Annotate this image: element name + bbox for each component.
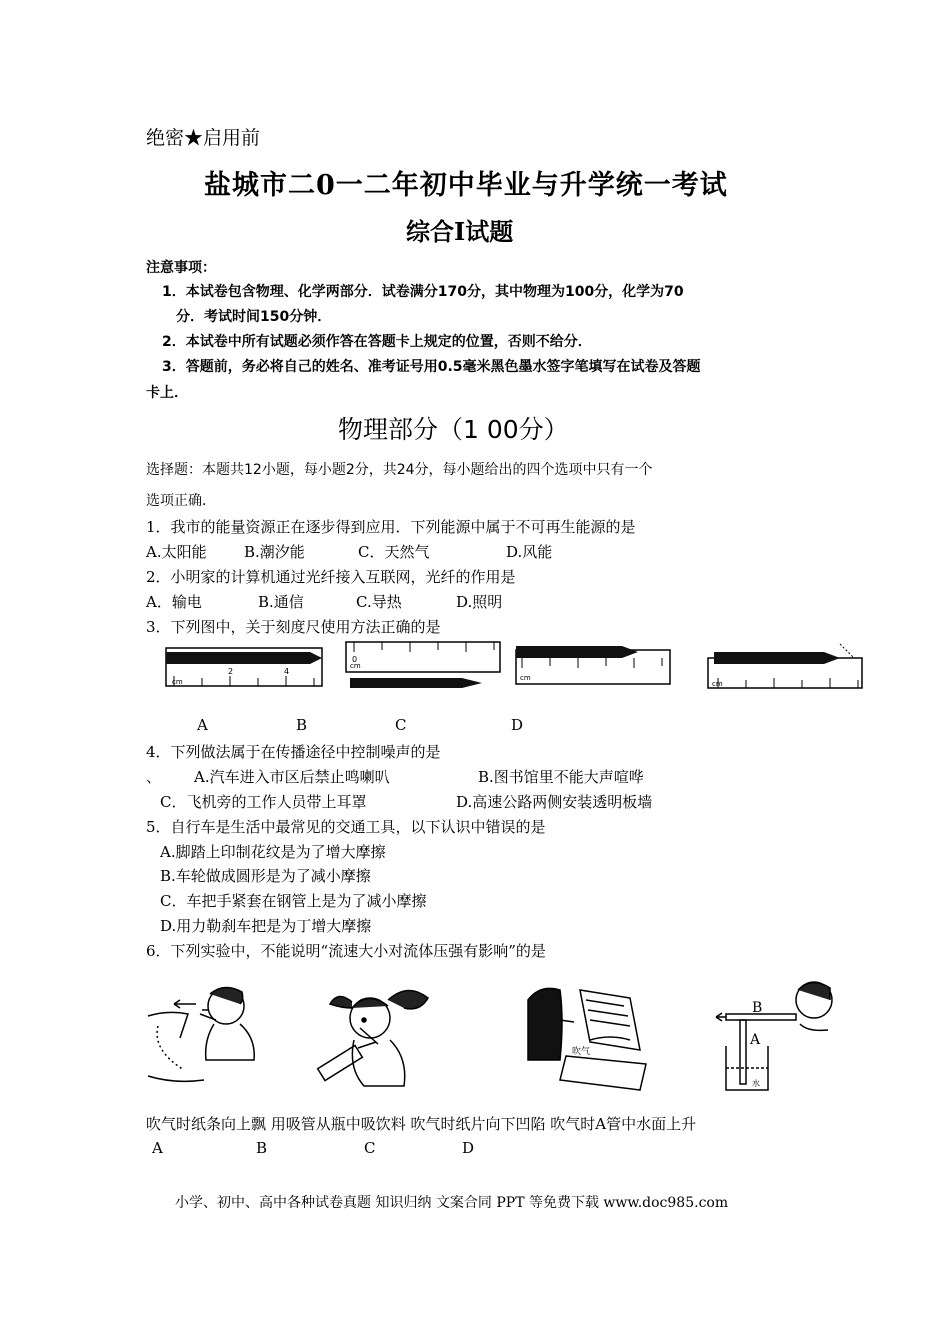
notice-item-1-cont: 分．考试时间150分钟． (176, 309, 332, 325)
q6-fig-d-label-b: B (752, 1000, 763, 1016)
notice-heading: 注意事项： (146, 260, 216, 276)
q3-label-d: D (511, 716, 524, 734)
q2-stem: 2．小明家的计算机通过光纤接入互联网，光纤的作用是 (146, 568, 516, 586)
q4-option-a: A.汽车进入市区后禁止鸣喇叭 (194, 768, 390, 786)
q6-figure-c (520, 980, 650, 1096)
q6-fig-d-water: 水 (752, 1079, 760, 1088)
q3-label-a: A (197, 716, 208, 734)
ruler-figure-a (160, 644, 330, 692)
section-intro-cont: 选项正确． (146, 493, 216, 509)
q1-option-c: C．天然气 (358, 543, 430, 561)
exam-subtitle: 综合Ⅰ试题 (406, 217, 514, 246)
ruler-tick-label: 4 (284, 667, 290, 676)
q2-option-b: B.通信 (258, 593, 304, 611)
q4-option-c: C．飞机旁的工作人员带上耳罩 (160, 793, 367, 811)
q5-option-a: A.脚踏上印制花纹是为了增大摩擦 (160, 843, 386, 861)
q6-figure-d (712, 974, 842, 1098)
q2-option-d: D.照明 (456, 593, 503, 611)
q6-captions: 吹气时纸条向上飘 用吸管从瓶中吸饮料 吹气时纸片向下凹陷 吹气时A管中水面上升 (146, 1115, 697, 1133)
q1-option-d: D.风能 (506, 543, 553, 561)
q4-mark: 、 (146, 768, 162, 786)
q5-option-c: C．车把手紧套在钢管上是为了减小摩擦 (160, 892, 427, 910)
notice-item-1: 1．本试卷包含物理、化学两部分．试卷满分170分，其中物理为100分，化学为70 (162, 284, 684, 300)
ruler-unit: cm (172, 678, 183, 686)
q6-label-d: D (462, 1139, 475, 1157)
q6-figure-b (308, 978, 438, 1096)
notice-item-2: 2．本试卷中所有试题必须作答在答题卡上规定的位置，否则不给分． (162, 334, 592, 350)
exam-title: 盐城市二0一二年初中毕业与升学统一考试 (204, 170, 728, 201)
q1-option-b: B.潮汐能 (244, 543, 305, 561)
q6-fig-c-label: 吹气 (572, 1047, 591, 1057)
q1-stem: 1．我市的能量资源正在逐步得到应用．下列能源中属于不可再生能源的是 (146, 518, 636, 536)
ruler-unit: cm (520, 674, 531, 682)
ruler-unit: cm (350, 662, 361, 670)
notice-item-3: 3．答题前，务必将自己的姓名、准考证号用0.5毫米黑色墨水签字笔填写在试卷及答题 (162, 359, 701, 375)
section-intro: 选择题：本题共12小题，每小题2分，共24分，每小题给出的四个选项中只有一个 (146, 462, 653, 478)
q2-option-c: C.导热 (356, 593, 402, 611)
q3-stem: 3．下列图中，关于刻度尺使用方法正确的是 (146, 618, 441, 636)
ruler-figure-d (704, 642, 866, 692)
q5-option-b: B.车轮做成圆形是为了减小摩擦 (160, 867, 371, 885)
ruler-figure-b (342, 640, 504, 692)
q4-stem: 4．下列做法属于在传播途径中控制噪声的是 (146, 743, 441, 761)
ruler-figure-c (512, 642, 674, 688)
q6-figure-a (144, 980, 270, 1096)
ruler-tick-label: 2 (228, 667, 234, 676)
q5-stem: 5．自行车是生活中最常见的交通工具，以下认识中错误的是 (146, 818, 546, 836)
q6-label-c: C (364, 1139, 376, 1157)
q4-option-d: D.高速公路两侧安装透明板墙 (456, 793, 653, 811)
page-footer: 小学、初中、高中各种试卷真题 知识归纳 文案合同 PPT 等免费下载 www.doc985.com (175, 1195, 729, 1211)
q1-option-a: A.太阳能 (146, 543, 207, 561)
q6-label-a: A (152, 1139, 163, 1157)
q6-label-b: B (256, 1139, 268, 1157)
q2-option-a: A．输电 (146, 593, 202, 611)
q3-label-b: B (296, 716, 308, 734)
q6-stem: 6．下列实验中，不能说明“流速大小对流体压强有影响”的是 (146, 942, 546, 960)
ruler-tick-label: 0 (352, 655, 358, 664)
q6-fig-d-label-a: A (750, 1032, 761, 1048)
q3-label-c: C (395, 716, 407, 734)
q5-option-d: D.用力勒刹车把是为丁增大摩擦 (160, 917, 372, 935)
notice-item-3-cont: 卡上． (146, 385, 188, 401)
section-title: 物理部分（1 00分） (338, 415, 569, 444)
ruler-unit: cm (712, 680, 723, 688)
q4-option-b: B.图书馆里不能大声喧哗 (478, 768, 644, 786)
confidential-mark: 绝密★启用前 (146, 127, 261, 149)
